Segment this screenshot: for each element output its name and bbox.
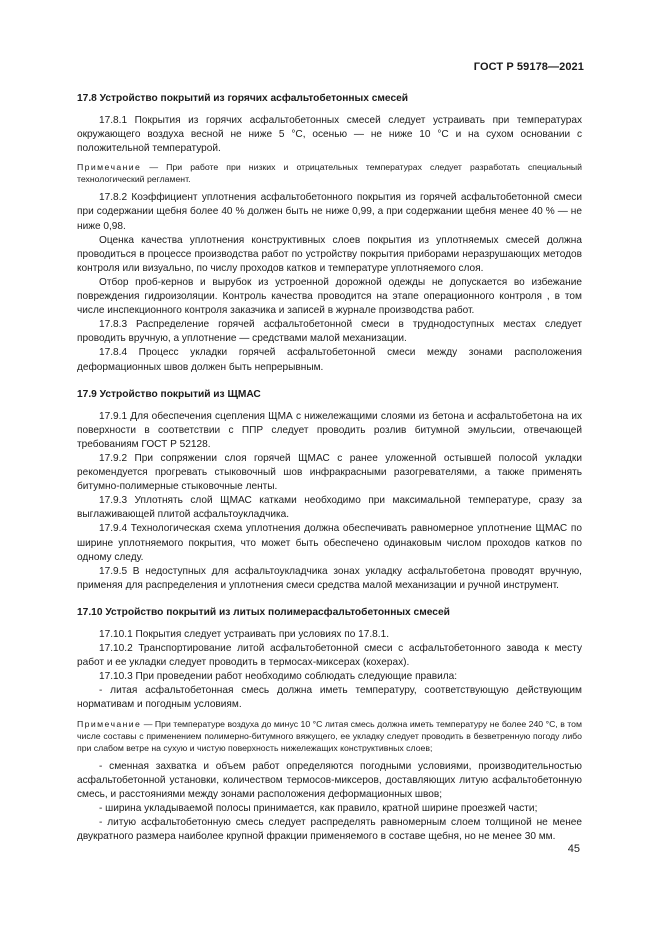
section-heading: 17.8 Устройство покрытий из горячих асфальтобетонных смесей xyxy=(77,93,409,104)
note-label: Примечание xyxy=(77,162,142,173)
paragraph: 17.9.4 Технологическая схема уплотнения должна обеспечивать равномерное уплотнение ЩМАС по ширине уплотняемого покрытия, что может быть обеспечено одинаковым числом проходов катков по одному следу. xyxy=(77,523,582,563)
note-text: — При работе при низких и отрицательных температурах следует разработать специальный технологический регламент. xyxy=(77,162,582,185)
note xyxy=(77,161,582,185)
section-17-8 xyxy=(77,92,582,375)
section-heading: 17.9 Устройство покрытий из ЩМАС xyxy=(77,388,261,400)
paragraph: 17.9.1 Для обеспечения сцепления ЩМА с нижележащими слоями из бетона и асфальтобетона на их поверхности в соответствии с ППР следует проводить розлив битумной эмульсии, отвечающей требованиям ГОСТ Р 52128. xyxy=(77,410,582,450)
page-number: 45 xyxy=(567,843,580,855)
list-item: - ширина укладываемой полосы принимается, как правило, кратной ширине проезжей части; xyxy=(99,802,538,814)
paragraph: 17.8.2 Коэффициент уплотнения асфальтобетонного покрытия из горячей асфальтобетонной смеси при содержании щебня более 40 % должен быть не ниже 0,99, а при содержании щебня менее 40 % — не ниже 0,98. xyxy=(77,192,582,232)
note-text: — При температуре воздуха до минус 10 °С литая смесь должна иметь температуру не более 240 °С, в том числе составы с применением полимерно-битумного вяжущего, ее укладку следует проводить в безветренную погоду либо при слабом ветре на сухую и чистую поверхность нижележащих конструктивных слоев; xyxy=(77,718,582,753)
paragraph: Отбор проб-кернов и вырубок из устроенной дорожной одежды не допускается во избежание повреждения гидроизоляции. Контроль качества проводится на этапе операционного контроля , в том числе инспекционного контроля заказчика и записей в журнале производства работ. xyxy=(77,276,582,317)
paragraph: 17.9.2 При сопряжении слоя горячей ЩМАС с ранее уложенной остывшей полосой укладки рекомендуется прогревать стыковочный шов инфракрасными разогревателями, а также применять битумно-полимерные стыковочные ленты. xyxy=(77,452,582,493)
paragraph: 17.8.1 Покрытия из горячих асфальтобетонных смесей следует устраивать при температурах окружающего воздуха весной не ниже 5 °С, осенью — не ниже 10 °С и на сухом основании с положительной температурой. xyxy=(77,115,582,155)
paragraph: 17.9.5 В недоступных для асфальтоукладчика зонах укладку асфальтобетона проводят вручную, применяя для распределения и уплотнения смеси средства малой механизации и ручной инструмент. xyxy=(77,565,582,591)
page-content xyxy=(77,92,582,844)
document-code: ГОСТ Р 59178—2021 xyxy=(473,61,584,73)
paragraph: 17.10.3 При проведении работ необходимо соблюдать следующие правила: xyxy=(99,671,458,683)
note-label: Примечание xyxy=(77,718,142,729)
note xyxy=(77,718,582,754)
list-item: - литая асфальтобетонная смесь должна иметь температуру, соответствующую действующим нормативам и погодным условиям. xyxy=(77,685,582,711)
paragraph: 17.9.3 Уплотнять слой ЩМАС катками необходимо при максимальной температуре, сразу за выглаживающей плитой асфальтоукладчика. xyxy=(77,495,582,521)
paragraph: 17.8.3 Распределение горячей асфальтобетонной смеси в труднодоступных местах следует проводить вручную, а уплотнение — средствами малой механизации. xyxy=(77,319,582,345)
section-17-10 xyxy=(77,606,582,844)
paragraph: 17.8.4 Процесс укладки горячей асфальтобетонной смеси между зонами расположения деформационных швов должен быть непрерывным. xyxy=(77,347,582,373)
list-item: - литую асфальтобетонную смесь следует распределять равномерным слоем толщиной не менее двукратного размера наиболее крупной фракции применяемого в составе щебня, но не менее 30 мм. xyxy=(77,816,582,843)
paragraph: 17.10.1 Покрытия следует устраивать при условиях по 17.8.1. xyxy=(99,629,390,640)
paragraph: 17.10.2 Транспортирование литой асфальтобетонной смеси с асфальтобетонного завода к месту работ и ее укладки следует проводить в термосах-миксерах (кохерах). xyxy=(77,643,582,669)
paragraph: Оценка качества уплотнения конструктивных слоев покрытия из уплотняемых смесей должна проводиться в процессе производства работ по устройству покрытия приборами неразрушающих методов контроля или визуально, по числу проходов катков и температуре уплотняемого слоя. xyxy=(77,234,582,274)
section-17-9 xyxy=(77,388,582,593)
section-heading: 17.10 Устройство покрытий из литых полимерасфальтобетонных смесей xyxy=(77,606,450,618)
list-item: - сменная захватка и объем работ определяются погодными условиями, производительностью асфальтобетонной установки, количеством термосов-миксеров, доставляющих литую асфальтобетонную смесь, и расстояниями между зонами расположения деформационных швов; xyxy=(77,760,582,800)
